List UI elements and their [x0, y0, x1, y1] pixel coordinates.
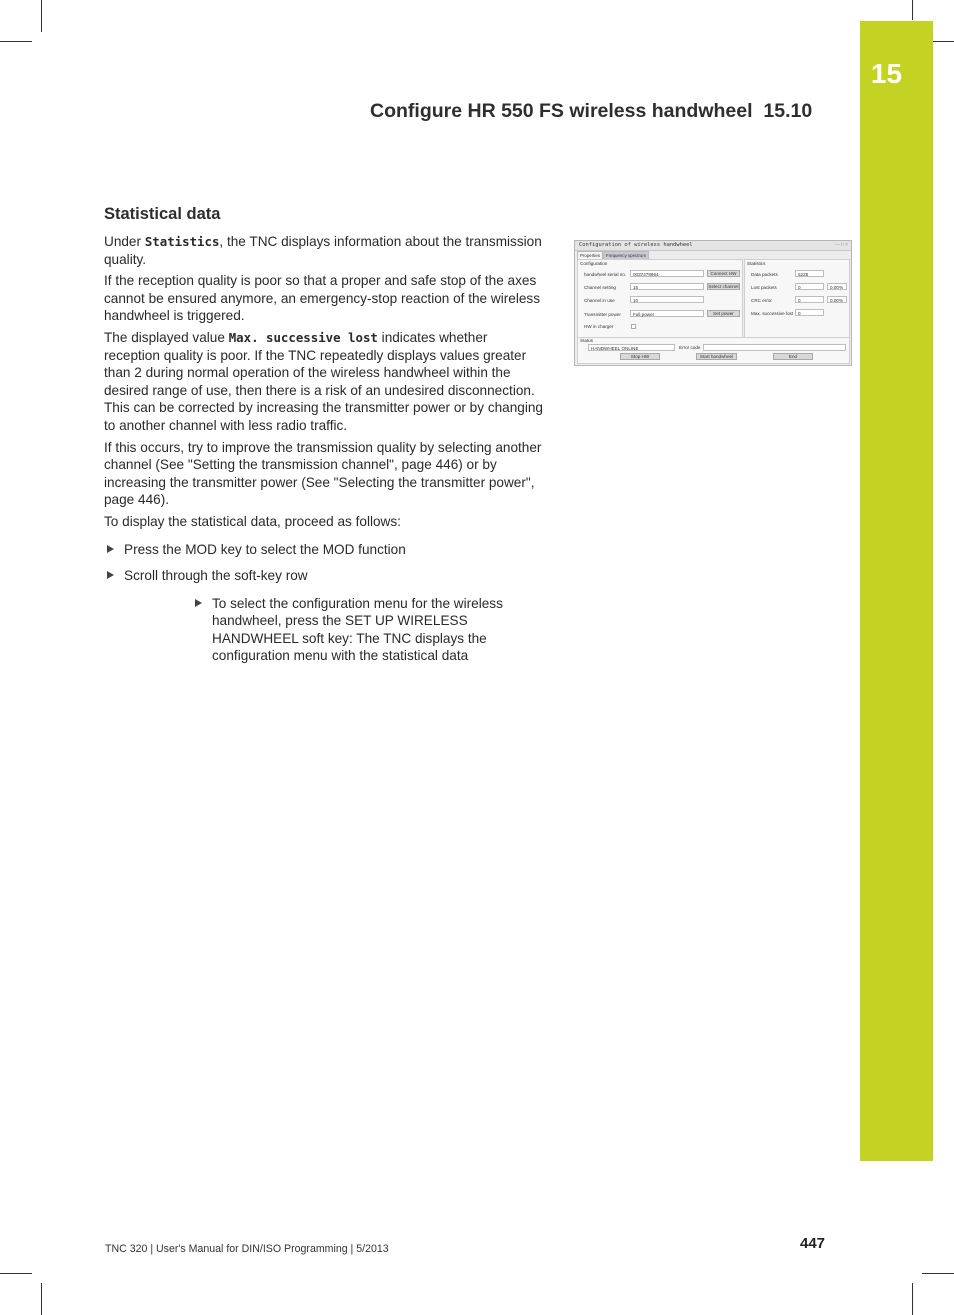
label-serial-no: handwheel serial no. — [584, 272, 627, 277]
header-section-number: 15.10 — [763, 100, 813, 122]
page-header — [370, 100, 812, 123]
tab-bar — [577, 251, 649, 258]
keyword: Max. successive lost — [228, 329, 378, 345]
step-text: To select the configuration menu for the wireless handwheel, press the SET UP WIRELESS HANDWHEEL soft key: The TNC displays the configuration menu with the statistical data — [212, 595, 503, 664]
section-title: Statistical data — [104, 205, 221, 223]
step-text: Press the MOD key to select the MOD function — [124, 541, 406, 557]
arrow-right-icon — [107, 571, 114, 579]
text: , the TNC displays information about the transmission quality. — [104, 234, 542, 267]
hw-in-charger-checkbox[interactable] — [631, 324, 636, 329]
set-power-button[interactable]: Set power — [707, 310, 740, 317]
chapter-number: 15 — [870, 58, 903, 89]
status-panel — [577, 337, 850, 364]
label-hw-in-charger: HW in charger — [584, 324, 614, 329]
text: indicates whether reception quality is poor. If the TNC repeatedly displays values greater than 2 during normal operation of the wireless handwheel within the desired range of use, then there is a risk of an undesired disconnection. This can be corrected by increasing the transmitter power or by changing to another channel with less radio traffic. — [104, 329, 543, 433]
keyword: Statistics — [144, 234, 220, 249]
crc-error-percent: 0.00% — [827, 296, 847, 303]
data-packets-field: 5228 — [795, 270, 824, 277]
crop-mark — [0, 1273, 32, 1274]
crop-mark — [41, 0, 42, 32]
tab-frequency-spectrum[interactable]: Frequency spectrum — [603, 251, 649, 259]
label-lost-packets: Lost packets — [751, 285, 777, 290]
connect-hw-button[interactable]: Connect HW — [707, 270, 740, 277]
status-heading: Status — [580, 338, 594, 343]
crop-mark — [922, 1273, 954, 1274]
lost-packets-field: 0 — [795, 283, 824, 290]
paragraph: If the reception quality is poor so that a proper and safe stop of the axes cannot be ensured anymore, an emergency-stop reaction of the wireless handwheel is triggered. — [104, 273, 540, 324]
text: Under — [104, 234, 145, 249]
step-item — [104, 541, 544, 559]
label-crc-error: CRC error — [751, 298, 772, 303]
lost-packets-percent: 0.00% — [827, 283, 847, 290]
stop-hw-button[interactable]: Stop HW — [620, 353, 660, 360]
serial-no-field[interactable]: 0037478964 — [630, 270, 704, 277]
body-text — [104, 233, 544, 665]
paragraph: To display the statistical data, proceed as follows: — [104, 513, 401, 529]
paragraph — [104, 233, 544, 268]
select-channel-button[interactable]: Select channel — [708, 284, 739, 289]
status-field: HANDWHEEL ONLINE — [588, 344, 675, 351]
label-error-code: Error code — [679, 345, 701, 350]
config-window-screenshot — [574, 240, 852, 366]
window-titlebar — [575, 241, 851, 251]
paragraph: If this occurs, try to improve the transmission quality by selecting another channel (See "Setting the transmission channel", page 446) or by increasing the transmitter power (See "Selecting the transmitter power", page 446). — [104, 439, 542, 508]
window-title: Configuration of wireless handwheel — [579, 242, 693, 248]
end-button[interactable]: End — [773, 353, 813, 360]
crc-error-field: 0 — [795, 296, 824, 303]
crop-mark — [0, 41, 32, 42]
page-number: 447 — [800, 1235, 826, 1252]
max-successive-lost-field: 0 — [795, 309, 824, 316]
text: The displayed value — [104, 329, 229, 345]
statistics-heading: Statistics — [747, 261, 766, 266]
label-data-packets: Data packets — [751, 272, 778, 277]
label-channel-in-use: Channel in use — [584, 298, 615, 303]
footer-text: TNC 320 | User's Manual for DIN/ISO Programming | 5/2013 — [105, 1243, 389, 1255]
label-max-successive-lost: Max. successive lost — [751, 311, 794, 316]
channel-in-use-field: 10 — [630, 296, 704, 303]
header-title: Configure HR 550 FS wireless handwheel — [370, 100, 753, 122]
window-controls-icon: —□× — [835, 242, 849, 248]
crop-mark — [912, 0, 913, 20]
configuration-heading: Configuration — [580, 261, 608, 266]
transmitter-power-field[interactable]: Full power — [630, 310, 704, 317]
paragraph — [104, 329, 544, 435]
crop-mark — [41, 1283, 42, 1315]
start-handwheel-button[interactable]: Start handwheel — [696, 353, 737, 360]
step-text: Scroll through the soft-key row — [124, 568, 308, 584]
label-channel-setting: Channel setting — [584, 285, 616, 290]
tab-properties[interactable]: Properties — [577, 251, 603, 259]
arrow-right-icon — [195, 599, 202, 607]
channel-setting-field[interactable]: 16 — [630, 283, 704, 290]
statistics-panel — [744, 259, 850, 338]
label-transmitter-power: Transmitter power — [584, 312, 621, 317]
step-item — [104, 567, 544, 585]
chapter-tab — [860, 21, 933, 1161]
crop-mark — [912, 1283, 913, 1315]
arrow-right-icon — [107, 545, 114, 553]
configuration-panel — [577, 259, 743, 338]
error-code-field — [703, 344, 846, 351]
step-item — [192, 595, 544, 665]
